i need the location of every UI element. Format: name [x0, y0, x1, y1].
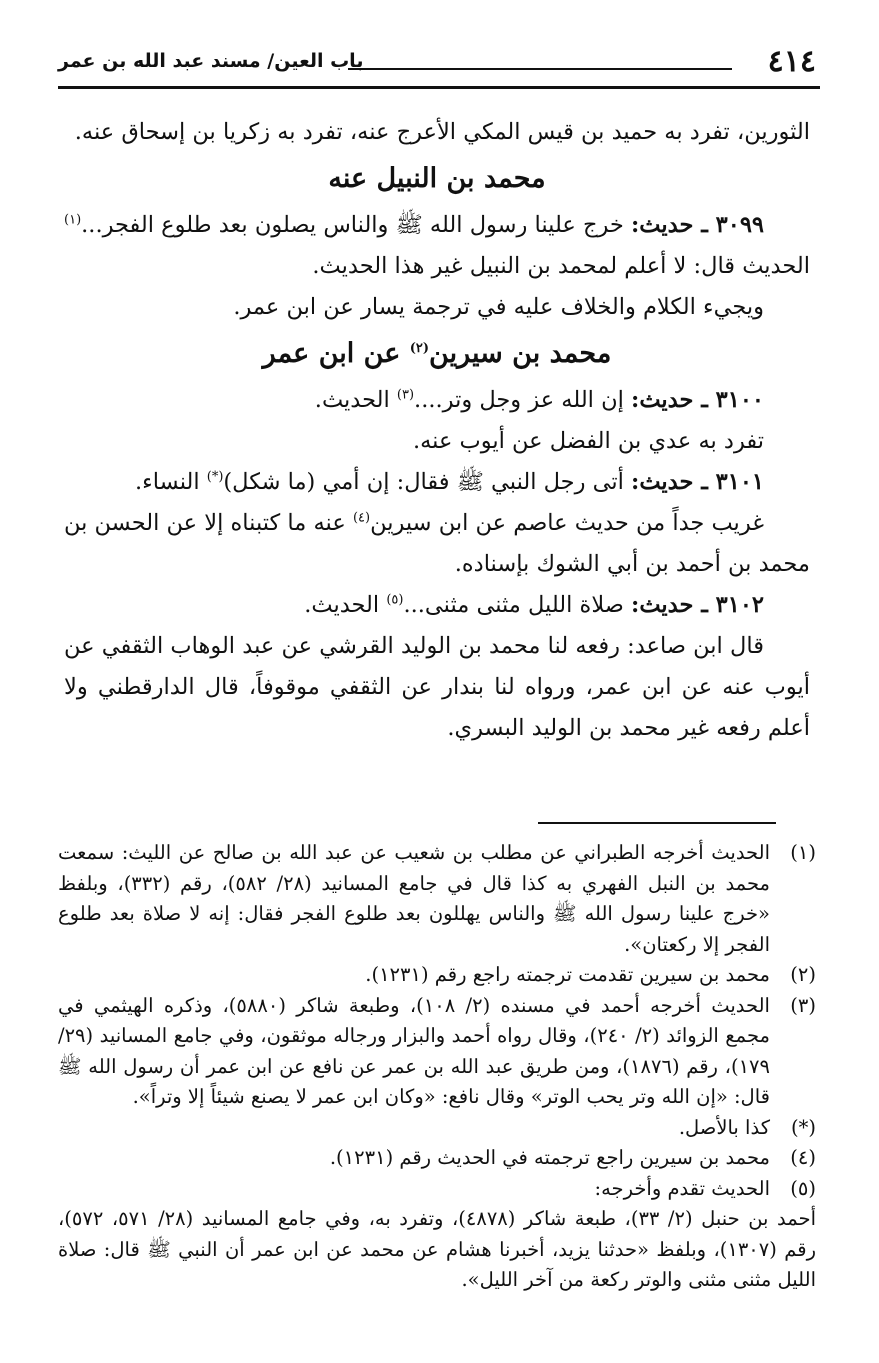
- hadith-tail: النساء.: [135, 469, 207, 495]
- hadith-tail: الحديث.: [304, 592, 387, 618]
- footnote-text: الحديث أخرجه أحمد في مسنده (٢/ ١٠٨)، وطبعة شاكر (٥٨٨٠)، وذكره الهيثمي في مجمع الزوائد (٢/ ٢٤٠)، وقال رواه أحمد والبزار ورجاله موثقون، وفي جامع المسانيد (٢٩/ ١٧٩)، رقم (١٨٧٦)، ومن طريق عبد الله بن عمر عن نافع عن ابن عمر أن رسول الله ﷺ قال: «إن الله وتر يحب الوتر» وقال نافع: «وكان ابن عمر لا يصنع شيئاً إلا وتراً».: [58, 993, 770, 1108]
- footnote-text: الحديث أخرجه الطبراني عن مطلب بن شعيب عن عبد الله بن صالح عن الليث: سمعت محمد بن النبل الفهري به كذا قال في جامع المسانيد (٢٨/ ٥٨٢)، رقم (٣٣٢)، وبلفظ «خرج علينا رسول الله ﷺ والناس يهللون بعد طلوع الفجر فقال: إنه لا صلاة بعد طلوع الفجر إلا ركعتان».: [58, 841, 770, 956]
- footnote-number: (*): [791, 1115, 816, 1139]
- paragraph-part-b: عنه ما كتبناه إلا عن الحسن بن محمد بن أحمد بن أبي الشوك بإسناده.: [64, 510, 810, 577]
- hadith-text: صلاة الليل مثنى مثنى...: [403, 592, 632, 618]
- footnote-ref-5: (٥): [386, 592, 404, 608]
- header-dash: [348, 68, 732, 70]
- hadith-text: خرج علينا رسول الله ﷺ والناس يصلون بعد طلوع الفجر...: [81, 212, 631, 238]
- paragraph-part-a: غريب جداً من حديث عاصم عن ابن سيرين: [370, 510, 764, 536]
- header-rule: [58, 86, 820, 89]
- footnote-number: (٤): [790, 1146, 816, 1169]
- hadith-3100: [64, 380, 810, 421]
- footnote-number: (٢): [790, 963, 816, 986]
- footnote-5-continuation: أحمد بن حنبل (٢/ ٣٣)، طبعة شاكر (٤٨٧٨)، وتفرد به، وفي جامع المسانيد (٢٨/ ٥٧١، ٥٧٢)، رقم (١٣٠٧)، وبلفظ «حدثنا يزيد، أخبرنا هشام عن محمد عن ابن عمر أن النبي ﷺ قال: صلاة الليل مثنى مثنى والوتر ركعة من آخر الليل».: [58, 1207, 816, 1291]
- hadith-3102: [64, 585, 810, 626]
- heading-part-a: محمد بن سيرين: [429, 338, 612, 369]
- footnote-2: [58, 960, 816, 991]
- hadith-number: ٣١٠٠ ـ حديث:: [631, 387, 764, 413]
- footnote-ref-2: (٢): [409, 341, 430, 356]
- footnote-ref-star: (*): [206, 469, 224, 485]
- page-number: ٤١٤: [767, 44, 816, 79]
- footnote-3: [58, 991, 816, 1113]
- footnote-text: محمد بن سيرين راجع ترجمته في الحديث رقم (١٢٣١).: [329, 1146, 770, 1169]
- section-heading-2: [64, 328, 810, 380]
- heading-part-b: عن ابن عمر: [262, 338, 410, 369]
- hadith-number: ٣١٠١ ـ حديث:: [631, 469, 764, 495]
- footnote-star: [58, 1113, 816, 1144]
- hadith-number: ٣٠٩٩ ـ حديث:: [631, 212, 764, 238]
- footnote-text: الحديث تقدم وأخرجه:: [594, 1176, 770, 1200]
- paragraph-2: ويجيء الكلام والخلاف عليه في ترجمة يسار عن ابن عمر.: [233, 294, 764, 320]
- footnote-1: [58, 838, 816, 960]
- footnote-ref-4: (٤): [352, 510, 371, 526]
- footnote-number: (١): [790, 841, 816, 864]
- hadith-text: إن الله عز وجل وتر....: [414, 387, 632, 413]
- hadith-3101: [64, 462, 810, 503]
- hadith-tail: الحديث.: [314, 387, 397, 413]
- footnote-text: كذا بالأصل.: [678, 1115, 770, 1139]
- paragraph-1: الثورين، تفرد به حميد بن قيس المكي الأعرج عنه، تفرد به زكريا بن إسحاق عنه.: [74, 119, 810, 145]
- hadith-text: أتى رجل النبي ﷺ فقال: إن أمي (ما شكل): [223, 469, 632, 495]
- footnote-text: محمد بن سيرين تقدمت ترجمته راجع رقم (١٢٣١).: [365, 963, 770, 986]
- footnote-ref-3: (٣): [396, 387, 415, 403]
- main-text: [64, 112, 810, 749]
- footnote-5: [58, 1174, 816, 1205]
- hadith-tail: الحديث قال: لا أعلم لمحمد بن النبيل غير هذا الحديث.: [312, 253, 810, 279]
- hadith-3099: [64, 205, 810, 287]
- footnote-number: (٥): [790, 1176, 816, 1200]
- running-title: باب العين/ مسند عبد الله بن عمر: [58, 50, 364, 72]
- paragraph-3: تفرد به عدي بن الفضل عن أيوب عنه.: [412, 428, 764, 454]
- paragraph-5: قال ابن صاعد: رفعه لنا محمد بن الوليد القرشي عن عبد الوهاب الثقفي عن أيوب عنه عن ابن عمر، ورواه لنا بندار عن الثقفي موقوفاً، قال الدارقطني ولا أعلم رفعه غير محمد بن الوليد البسري.: [64, 633, 810, 741]
- footnote-ref-1: (١): [64, 212, 82, 228]
- hadith-number: ٣١٠٢ ـ حديث:: [631, 592, 764, 618]
- paragraph-4: [64, 503, 810, 585]
- page-header: [58, 40, 816, 80]
- section-heading-1: محمد بن النبيل عنه: [328, 163, 546, 194]
- footnote-rule: [538, 822, 776, 824]
- footnote-4: [58, 1143, 816, 1174]
- footnotes: [58, 838, 816, 1296]
- footnote-number: (٣): [790, 993, 816, 1017]
